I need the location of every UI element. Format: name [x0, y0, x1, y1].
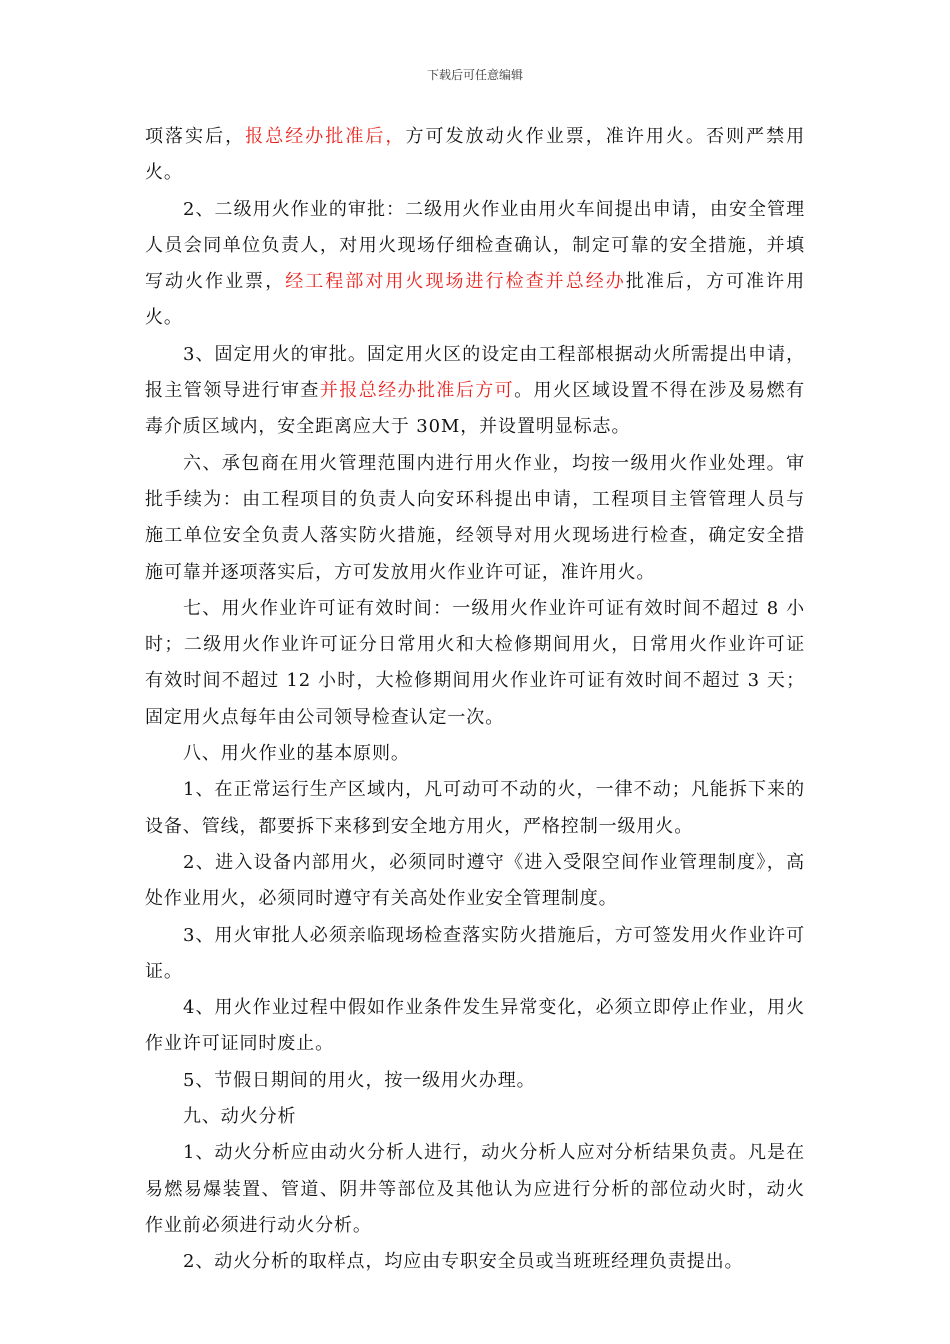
text-run: 批准后，方可准许用火。 [145, 271, 805, 329]
paragraph [145, 192, 805, 337]
text-run: 2、二级用火作业的审批：二级用火作业由用火车间提出申请，由安全管理人员会同单位负责人，对用火现场仔细检查确认，制定可靠的安全措施，并填写动火作业票， [145, 198, 805, 293]
text-run: 2、进入设备内部用火，必须同时遵守《进入受限空间作业管理制度》，高处作业用火，必须同时遵守有关高处作业安全管理制度。 [145, 851, 805, 910]
paragraph [145, 119, 805, 192]
paragraph [145, 845, 805, 918]
highlighted-text-run: 报总经办批准后， [245, 126, 406, 147]
text-run: 3、用火审批人必须亲临现场检查落实防火措施后，方可签发用火作业许可证。 [145, 924, 805, 982]
paragraph [145, 772, 805, 845]
highlighted-text-run: 经工程部对用火现场进行检查并总经办 [285, 271, 626, 293]
section-heading [145, 736, 805, 772]
text-run: 九、动火分析 [183, 1106, 297, 1128]
paragraph [145, 918, 805, 991]
highlighted-text-run: 并报总经办批准后方可 [319, 380, 515, 402]
paragraph [145, 1063, 805, 1099]
text-run: 六、承包商在用火管理范围内进行用火作业，均按一级用火作业处理。审批手续为：由工程项目的负责人向安环科提出申请，工程项目主管管理人员与施工单位安全负责人落实防火措施，经领导对用火现场进行检查，确定安全措施可靠并逐项落实后，方可发放用火作业许可证，准许用火。 [145, 452, 805, 583]
paragraph [145, 1135, 805, 1244]
paragraph [145, 591, 805, 736]
text-run: 1、在正常运行生产区域内，凡可动可不动的火，一律不动；凡能拆下来的设备、管线，都要拆下来移到安全地方用火，严格控制一级用火。 [145, 779, 805, 837]
section-heading [145, 1099, 805, 1135]
page-header: 下载后可任意编辑 [426, 68, 523, 82]
text-run: 2、动火分析的取样点，均应由专职安全员或当班班经理负责提出。 [183, 1251, 744, 1273]
text-run: 项落实后， [145, 126, 246, 147]
paragraph [145, 446, 805, 591]
text-run: 七、用火作业许可证有效时间：一级用火作业许可证有效时间不超过 8 小时；二级用火作业许可证分日常用火和大检修期间用火，日常用火作业许可证有效时间不超过 12 小时，大检修期间用火作业许可证有效时间不超过 3 天；固定用火点每年由公司领导检查认定一次。 [145, 597, 805, 728]
document-body [145, 119, 805, 1281]
text-run: 3、固定用火的审批。固定用火区的设定由工程部根据动火所需提出申请，报主管领导进行审查 [145, 343, 805, 402]
paragraph [145, 337, 805, 446]
paragraph [145, 1244, 805, 1280]
text-run: 1、动火分析应由动火分析人进行，动火分析人应对分析结果负责。凡是在易燃易爆装置、管道、阴井等部位及其他认为应进行分析的部位动火时，动火作业前必须进行动火分析。 [145, 1142, 805, 1236]
text-run: 八、用火作业的基本原则。 [183, 743, 410, 765]
text-run: 5、节假日期间的用火，按一级用火办理。 [183, 1069, 536, 1091]
text-run: 方可发放动火作业票，准许用火。否则严禁用火。 [145, 126, 806, 184]
text-run: 。用火区域设置不得在涉及易燃有毒介质区域内，安全距离应大于 30M，并设置明显标志。 [145, 380, 806, 438]
paragraph [145, 990, 805, 1063]
text-run: 4、用火作业过程中假如作业条件发生异常变化，必须立即停止作业，用火作业许可证同时废止。 [145, 997, 805, 1055]
